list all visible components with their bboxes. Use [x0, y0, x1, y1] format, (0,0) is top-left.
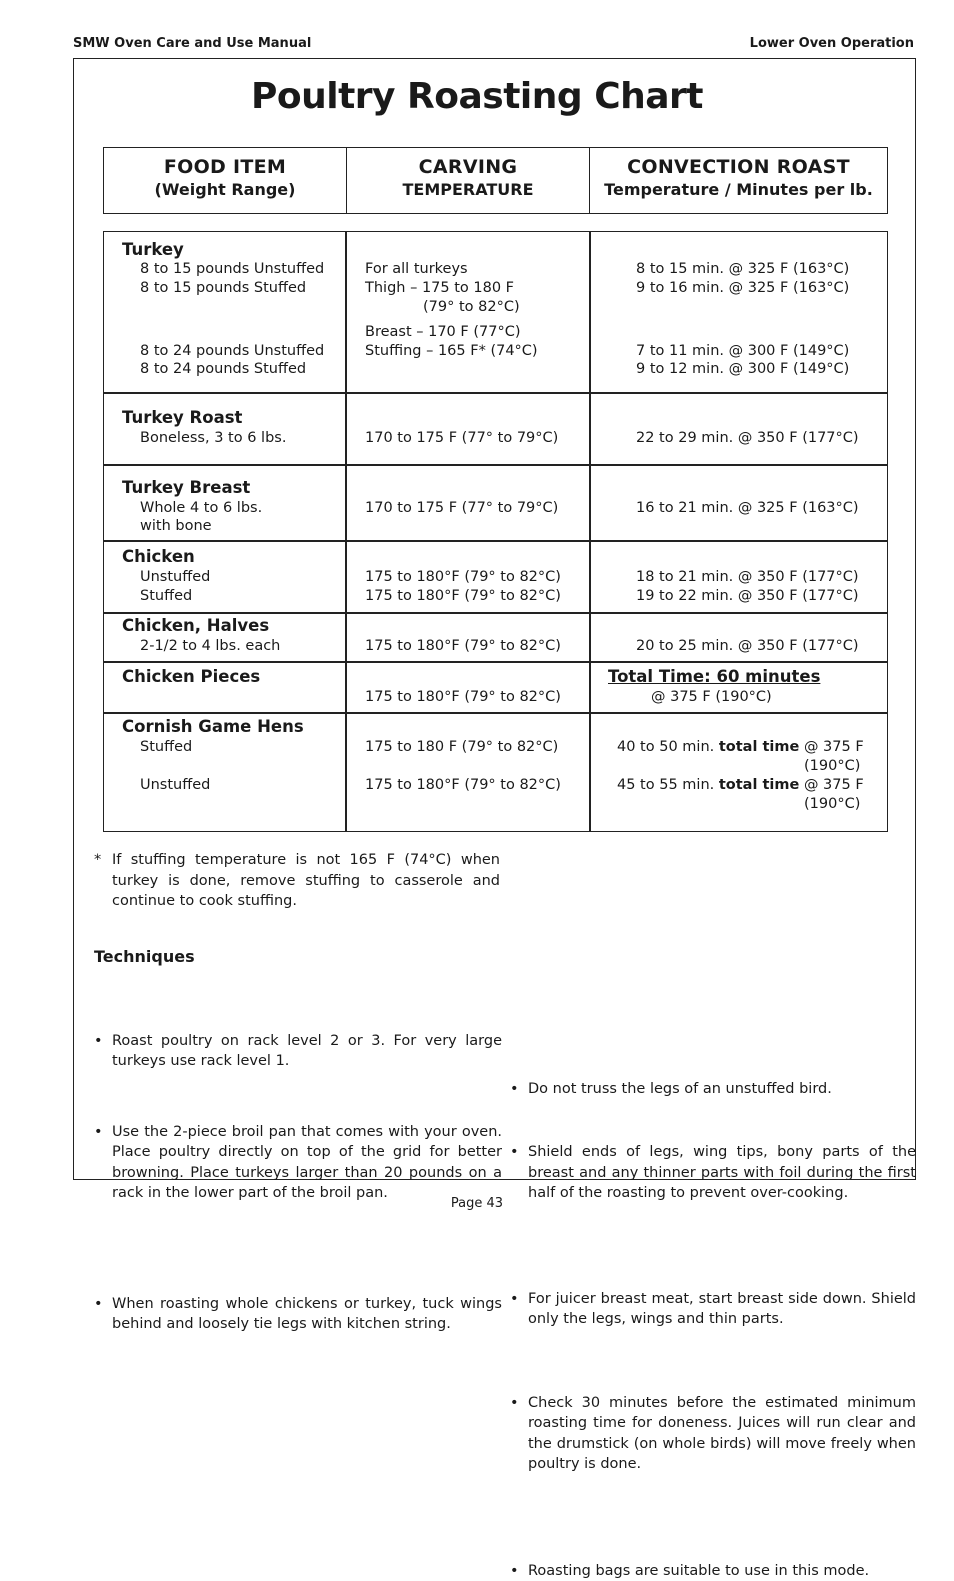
technique-item: • For juicer breast meat, start breast side down. Shield only the legs, wings and thin parts.: [510, 1289, 916, 1330]
technique-item: • Check 30 minutes before the estimated minimum roasting time for doneness. Juices will run clear and the drumstick (on whole birds) will move freely when poultry is done.: [510, 1393, 916, 1475]
food-item-heading: FOOD ITEM: [104, 156, 346, 178]
row-turkey-breast-name: Turkey Breast: [122, 478, 250, 497]
cornish-time-range: 40 to 50 min.: [617, 739, 719, 755]
chicken-item: Unstuffed: [140, 568, 210, 587]
turkey-roast-time: 9 to 12 min. @ 300 F (149°C): [636, 360, 849, 379]
technique-item: • When roasting whole chickens or turkey, tuck wings behind and loosely tie legs with kitchen string.: [94, 1294, 502, 1335]
header-convection: [590, 148, 887, 213]
cornish-carving: 175 to 180 F (79° to 82°C): [365, 738, 558, 757]
row-divider: [104, 712, 887, 714]
row-chicken-name: Chicken: [122, 547, 195, 566]
chicken-halves-time: 20 to 25 min. @ 350 F (177°C): [636, 637, 859, 656]
techniques-heading: Techniques: [94, 947, 195, 968]
row-divider: [104, 661, 887, 663]
header-section-title: Lower Oven Operation: [750, 36, 914, 51]
total-time-label: total time: [719, 739, 799, 755]
turkey-breast-item: with bone: [140, 517, 212, 536]
cornish-stuffed-time: [617, 738, 864, 757]
chicken-pieces-temp: @ 375 F (190°C): [651, 688, 772, 707]
weight-range-heading: (Weight Range): [104, 180, 346, 199]
page-number: Page 43: [0, 1196, 954, 1211]
total-time-label: total time: [719, 777, 799, 793]
technique-item: • Use the 2-piece broil pan that comes with your oven. Place poultry directly on top of the grid for better browning. Place turkeys larger than 20 pounds on a rack in the lower part of the broil pan.: [94, 1122, 502, 1204]
technique-item: • Roast poultry on rack level 2 or 3. For very large turkeys use rack level 1.: [94, 1031, 502, 1072]
carving-heading: CARVING: [347, 156, 589, 178]
chicken-pieces-total-time: Total Time: 60 minutes: [608, 667, 820, 686]
row-chicken-pieces-name: Chicken Pieces: [122, 667, 260, 686]
header-carving: [347, 148, 590, 213]
technique-item: • Roasting bags are suitable to use in this mode.: [510, 1561, 916, 1581]
technique-item: • Shield ends of legs, wing tips, bony parts of the breast and any thinner parts with foil during the first half of the roasting to prevent over-cooking.: [510, 1142, 916, 1204]
row-turkey-roast-name: Turkey Roast: [122, 408, 242, 427]
turkey-carving: For all turkeys: [365, 260, 468, 279]
column-divider: [345, 232, 347, 831]
cornish-item: Stuffed: [140, 738, 192, 757]
cornish-carving: 175 to 180°F (79° to 82°C): [365, 776, 561, 795]
chart-header: [103, 147, 888, 214]
turkey-breast-carving: 170 to 175 F (77° to 79°C): [365, 499, 558, 518]
cornish-time-range: 45 to 55 min.: [617, 777, 719, 793]
turkey-item: 8 to 24 pounds Stuffed: [140, 360, 306, 379]
turkey-item: 8 to 24 pounds Unstuffed: [140, 342, 324, 361]
turkey-carving: Thigh – 175 to 180 F: [365, 279, 514, 298]
chicken-halves-carving: 175 to 180°F (79° to 82°C): [365, 637, 561, 656]
chicken-carving: 175 to 180°F (79° to 82°C): [365, 587, 561, 606]
chicken-carving: 175 to 180°F (79° to 82°C): [365, 568, 561, 587]
turkey-roast-carving: 170 to 175 F (77° to 79°C): [365, 429, 558, 448]
row-turkey-name: Turkey: [122, 240, 184, 259]
column-divider: [589, 232, 591, 831]
convection-heading: CONVECTION ROAST: [590, 156, 887, 178]
chicken-item: Stuffed: [140, 587, 192, 606]
cornish-unstuffed-time: [617, 776, 864, 795]
temperature-heading: TEMPERATURE: [347, 180, 589, 199]
row-divider: [104, 464, 887, 466]
footnote-marker: *: [94, 850, 101, 871]
minutes-per-lb-heading: Temperature / Minutes per lb.: [590, 180, 887, 199]
chicken-roast-time: 19 to 22 min. @ 350 F (177°C): [636, 587, 859, 606]
chicken-roast-time: 18 to 21 min. @ 350 F (177°C): [636, 568, 859, 587]
technique-item: • Do not truss the legs of an unstuffed bird.: [510, 1079, 916, 1100]
cornish-item: Unstuffed: [140, 776, 210, 795]
turkey-item: 8 to 15 pounds Unstuffed: [140, 260, 324, 279]
turkey-carving: Breast – 170 F (77°C): [365, 323, 520, 342]
turkey-carving: Stuffing – 165 F* (74°C): [365, 342, 538, 361]
turkey-roast-time: 7 to 11 min. @ 300 F (149°C): [636, 342, 849, 361]
row-chicken-halves-name: Chicken, Halves: [122, 616, 269, 635]
turkey-breast-item: Whole 4 to 6 lbs.: [140, 499, 262, 518]
cornish-stuffed-celsius: (190°C): [804, 757, 860, 776]
page-title: Poultry Roasting Chart: [0, 76, 954, 117]
turkey-item: 8 to 15 pounds Stuffed: [140, 279, 306, 298]
row-divider: [104, 612, 887, 614]
chicken-halves-item: 2-1/2 to 4 lbs. each: [140, 637, 280, 656]
turkey-breast-time: 16 to 21 min. @ 325 F (163°C): [636, 499, 859, 518]
header-manual-title: SMW Oven Care and Use Manual: [73, 36, 311, 51]
turkey-carving: (79° to 82°C): [423, 298, 520, 317]
chart-body: [103, 231, 888, 832]
footnote-text: If stuffing temperature is not 165 F (74°C) when turkey is done, remove stuffing to casserole and continue to cook stuffing.: [112, 852, 500, 909]
turkey-roast-item: Boneless, 3 to 6 lbs.: [140, 429, 286, 448]
turkey-roast-time: 9 to 16 min. @ 325 F (163°C): [636, 279, 849, 298]
cornish-temp: @ 375 F: [799, 739, 863, 755]
turkey-roast-time: 8 to 15 min. @ 325 F (163°C): [636, 260, 849, 279]
row-divider: [104, 392, 887, 394]
footnote: [94, 850, 500, 912]
chicken-pieces-carving: 175 to 180°F (79° to 82°C): [365, 688, 561, 707]
row-divider: [104, 540, 887, 542]
turkey-roast-time: 22 to 29 min. @ 350 F (177°C): [636, 429, 859, 448]
header-food-item: [104, 148, 347, 213]
cornish-unstuffed-celsius: (190°C): [804, 795, 860, 814]
row-cornish-name: Cornish Game Hens: [122, 717, 304, 736]
cornish-temp: @ 375 F: [799, 777, 863, 793]
